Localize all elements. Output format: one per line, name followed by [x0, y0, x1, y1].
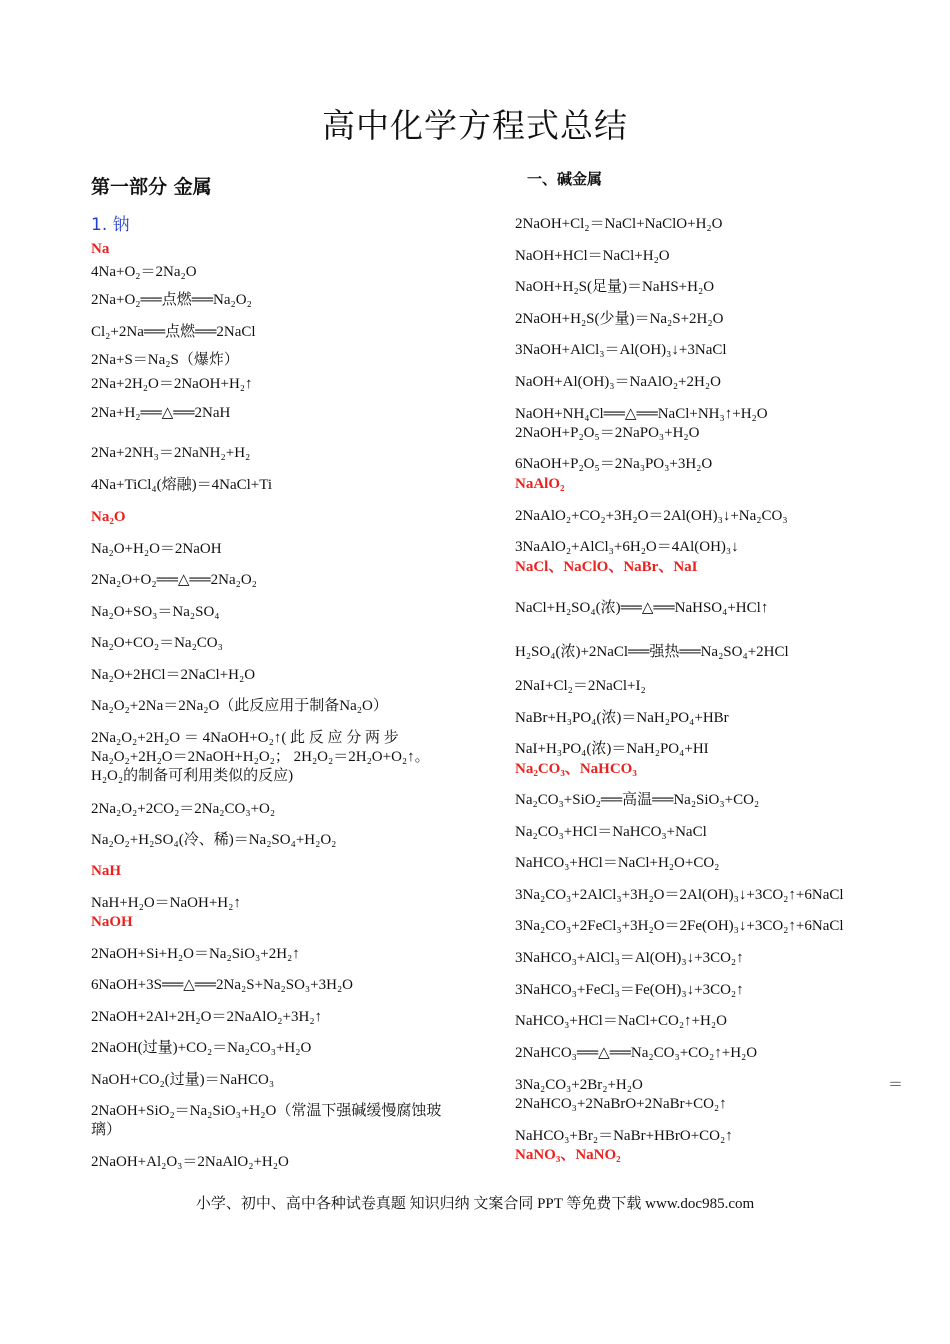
equation-line: 3Na₂CO₃+2AlCl₃+3H₂O＝2Al(OH)₃↓+3CO₂↑+6NaCl	[515, 887, 844, 903]
equation-line: Cl₂+2Na══点燃══2NaCl	[91, 324, 256, 340]
equation-line: 2NaHCO₃══△══Na₂CO₃+CO₂↑+H₂O	[515, 1045, 758, 1061]
equation-line: 3Na₂CO₃+2Br₂+H₂O	[515, 1077, 643, 1093]
equation-line: Na₂O₂+2H₂O＝2NaOH+H₂O₂； 2H₂O₂＝2H₂O+O₂↑。	[91, 749, 430, 765]
equation-line: 2NaOH+Cl₂＝NaCl+NaClO+H₂O	[515, 216, 723, 232]
equation-line: 2Na+2H₂O＝2NaOH+H₂↑	[91, 376, 253, 392]
equation-line: Na₂O₂+H₂SO₄(冷、稀)＝Na₂SO₄+H₂O₂	[91, 832, 337, 848]
equation-line: Na₂CO₃+SiO₂══高温══Na₂SiO₃+CO₂	[515, 792, 760, 808]
equation-line: NaHCO₃+Br₂＝NaBr+HBrO+CO₂↑	[515, 1128, 733, 1144]
equation-line: 3NaHCO₃+AlCl₃＝Al(OH)₃↓+3CO₂↑	[515, 950, 744, 966]
equation-line: NaHCO₃+HCl＝NaCl+CO₂↑+H₂O	[515, 1013, 727, 1029]
heading-nacl: NaCl、NaClO、NaBr、NaI	[515, 559, 698, 575]
equation-line: 2NaHCO₃+2NaBrO+2NaBr+CO₂↑	[515, 1096, 727, 1112]
equation-line: 2Na+S＝Na₂S（爆炸）	[91, 352, 239, 368]
equation-line: 2NaOH+H₂S(少量)＝Na₂S+2H₂O	[515, 311, 724, 327]
equation-line: NaOH+HCl＝NaCl+H₂O	[515, 248, 670, 264]
subsection-heading: 一、碱金属	[527, 170, 603, 188]
equation-line: 2Na₂O+O₂══△══2Na₂O₂	[91, 572, 257, 588]
equation-line: NaOH+Al(OH)₃＝NaAlO₂+2H₂O	[515, 374, 721, 390]
equation-note: H₂O₂的制备可利用类似的反应)	[91, 768, 294, 784]
equation-line: 4Na+O₂＝2Na₂O	[91, 264, 197, 280]
equation-line: NaBr+H₃PO₄(浓)＝NaH₂PO₄+HBr	[515, 710, 729, 726]
heading-na2o: Na₂O	[91, 509, 126, 525]
heading-naalo2: NaAlO₂	[515, 476, 565, 492]
heading-nano3: NaNO₃、NaNO₂	[515, 1147, 621, 1163]
equation-line: H₂SO₄(浓)+2NaCl══强热══Na₂SO₄+2HCl	[515, 644, 789, 660]
equation-line: Na₂O+CO₂＝Na₂CO₃	[91, 635, 223, 651]
equation-line: 2Na₂O₂+2H₂O ＝ 4NaOH+O₂↑( 此 反 应 分 两 步	[91, 730, 399, 746]
section-heading-sodium: 1. 钠	[91, 215, 130, 235]
equation-line: 璃）	[91, 1122, 122, 1138]
equation-line: 2Na+2NH₃＝2NaNH₂+H₂	[91, 445, 251, 461]
equation-line: Na₂O+2HCl＝2NaCl+H₂O	[91, 667, 256, 683]
footer-text: 小学、初中、高中各种试卷真题 知识归纳 文案合同 PPT 等免费下载 www.doc985.com	[195, 1196, 755, 1212]
equation-line: 6NaOH+P₂O₅＝2Na₃PO₃+3H₂O	[515, 456, 713, 472]
part-heading: 第一部分 金属	[91, 176, 212, 198]
equation-line: Na₂O₂+2Na＝2Na₂O（此反应用于制备Na₂O）	[91, 698, 388, 714]
equation-line: NaOH+H₂S(足量)＝NaHS+H₂O	[515, 279, 715, 295]
heading-na: Na	[91, 241, 110, 257]
equation-line: 3NaOH+AlCl₃＝Al(OH)₃↓+3NaCl	[515, 342, 727, 358]
equation-line: Na₂O+SO₃＝Na₂SO₄	[91, 604, 220, 620]
equation-line: Na₂O+H₂O＝2NaOH	[91, 541, 222, 557]
equation-line: 3Na₂CO₃+2FeCl₃+3H₂O＝2Fe(OH)₃↓+3CO₂↑+6NaCl	[515, 918, 844, 934]
equation-line: 2Na+H₂══△══2NaH	[91, 405, 231, 421]
heading-naoh: NaOH	[91, 914, 133, 930]
heading-na2co3: Na₂CO₃、NaHCO₃	[515, 761, 637, 777]
equation-line: NaCl+H₂SO₄(浓)══△══NaHSO₄+HCl↑	[515, 600, 769, 616]
equation-line: 2NaOH+SiO₂＝Na₂SiO₃+H₂O（常温下强碱缓慢腐蚀玻	[91, 1103, 442, 1119]
equation-line: 4Na+TiCl₄(熔融)＝4NaCl+Ti	[91, 477, 273, 493]
equation-line: NaHCO₃+HCl＝NaCl+H₂O+CO₂	[515, 855, 720, 871]
equation-line: NaH+H₂O＝NaOH+H₂↑	[91, 895, 241, 911]
equation-line: 2Na+O₂══点燃══Na₂O₂	[91, 292, 252, 308]
equation-line: 2NaOH+Si+H₂O＝Na₂SiO₃+2H₂↑	[91, 946, 300, 962]
equation-line: 2NaI+Cl₂＝2NaCl+I₂	[515, 678, 646, 694]
equals-sign: ＝	[888, 1077, 904, 1093]
equation-line: 2Na₂O₂+2CO₂＝2Na₂CO₃+O₂	[91, 801, 276, 817]
page-title: 高中化学方程式总结	[322, 106, 628, 145]
equation-line: 3NaAlO₂+AlCl₃+6H₂O＝4Al(OH)₃↓	[515, 539, 739, 555]
equation-line: NaOH+NH₄Cl══△══NaCl+NH₃↑+H₂O	[515, 406, 768, 422]
equation-line: 2NaAlO₂+CO₂+3H₂O＝2Al(OH)₃↓+Na₂CO₃	[515, 508, 788, 524]
heading-nah: NaH	[91, 863, 121, 879]
equation-line: NaOH+CO₂(过量)＝NaHCO₃	[91, 1072, 275, 1088]
equation-line: 3NaHCO₃+FeCl₃＝Fe(OH)₃↓+3CO₂↑	[515, 982, 744, 998]
equation-line: 2NaOH+P₂O₅＝2NaPO₃+H₂O	[515, 425, 700, 441]
equation-line: 2NaOH+2Al+2H₂O＝2NaAlO₂+3H₂↑	[91, 1009, 323, 1025]
equation-line: 2NaOH(过量)+CO₂＝Na₂CO₃+H₂O	[91, 1040, 312, 1056]
equation-line: NaI+H₃PO₄(浓)＝NaH₂PO₄+HI	[515, 741, 709, 757]
equation-line: 6NaOH+3S══△══2Na₂S+Na₂SO₃+3H₂O	[91, 977, 354, 993]
equation-line: 2NaOH+Al₂O₃＝2NaAlO₂+H₂O	[91, 1154, 289, 1170]
equation-line: Na₂CO₃+HCl＝NaHCO₃+NaCl	[515, 824, 707, 840]
